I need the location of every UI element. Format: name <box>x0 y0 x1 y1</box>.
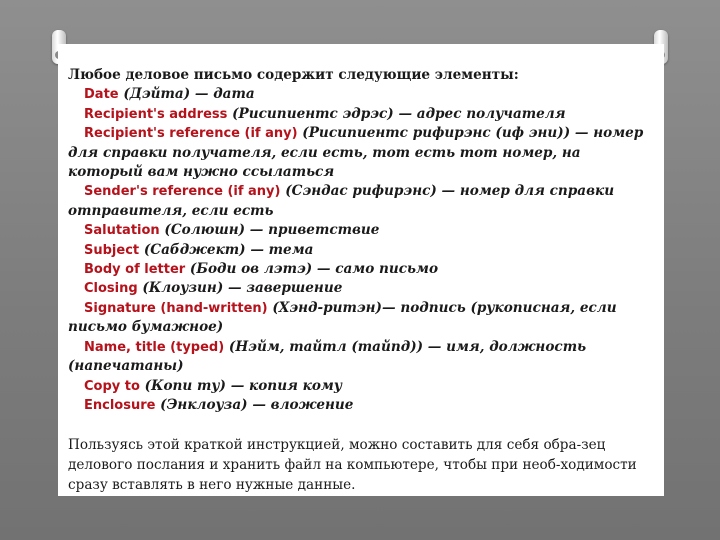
list-item-recipient-reference <box>68 124 654 182</box>
item-description: (Сабджект) — тема <box>139 241 314 258</box>
slide-card <box>58 44 664 496</box>
list-item-subject <box>68 241 654 260</box>
item-term: Sender's reference (if any) <box>84 184 281 200</box>
list-item-copy-to <box>68 377 654 396</box>
item-description: (Рисипиентс эдрэс) — адрес получателя <box>227 105 566 122</box>
item-term: Salutation <box>84 223 160 239</box>
item-description: (Энклоуза) — вложение <box>155 396 354 413</box>
item-term: Name, title (typed) <box>84 339 225 355</box>
list-item-sender-reference <box>68 182 654 221</box>
slide-content <box>68 66 654 495</box>
item-term: Date <box>84 87 119 103</box>
list-item-date <box>68 85 654 104</box>
closing-paragraph: Пользуясь этой краткой инструкцией, можно составить для себя обра-зец делового послания и хранить файл на компьютере, чтобы при необ-ходимости сразу вставлять в него нужные данные. <box>68 437 637 494</box>
item-description: (Солюшн) — приветствие <box>159 222 380 239</box>
item-term: Closing <box>84 281 138 297</box>
list-item-body <box>68 260 654 279</box>
item-term: Recipient's address <box>84 106 228 122</box>
item-term: Signature (hand-written) <box>84 300 268 316</box>
item-description: (Копи ту) — копия кому <box>139 377 342 394</box>
item-description: (Боди ов лэтэ) — само письмо <box>185 261 439 278</box>
item-description: (Рисипиентс рифирэнс (иф эни)) — номер для справки получателя, если есть, тот есть тот номер, на который вам нужно ссылаться <box>68 125 644 181</box>
list-item-closing <box>68 279 654 298</box>
list-item-enclosure <box>68 396 654 415</box>
item-term: Subject <box>84 242 140 258</box>
list-item-signature <box>68 299 654 338</box>
item-term: Copy to <box>84 378 140 394</box>
list-item-recipient-address <box>68 105 654 124</box>
list-item-name-title <box>68 338 654 377</box>
item-term: Body of letter <box>84 262 186 278</box>
item-description: (Хэнд-ритэн)— подпись (рукописная, если письмо бумажное) <box>68 299 617 336</box>
list-item-salutation <box>68 221 654 240</box>
item-term: Recipient's reference (if any) <box>84 126 298 142</box>
item-term: Enclosure <box>84 397 156 413</box>
item-description: (Клоузин) — завершение <box>137 280 343 297</box>
intro-text: Любое деловое письмо содержит следующие элементы: <box>68 67 519 83</box>
item-description: (Нэйм, тайтл (тайпд)) — имя, должность (напечатаны) <box>68 338 587 375</box>
item-description: (Сэндас рифирэнс) — номер для справки отправителя, если есть <box>68 183 615 219</box>
item-description: (Дэйта) — дата <box>118 86 255 103</box>
